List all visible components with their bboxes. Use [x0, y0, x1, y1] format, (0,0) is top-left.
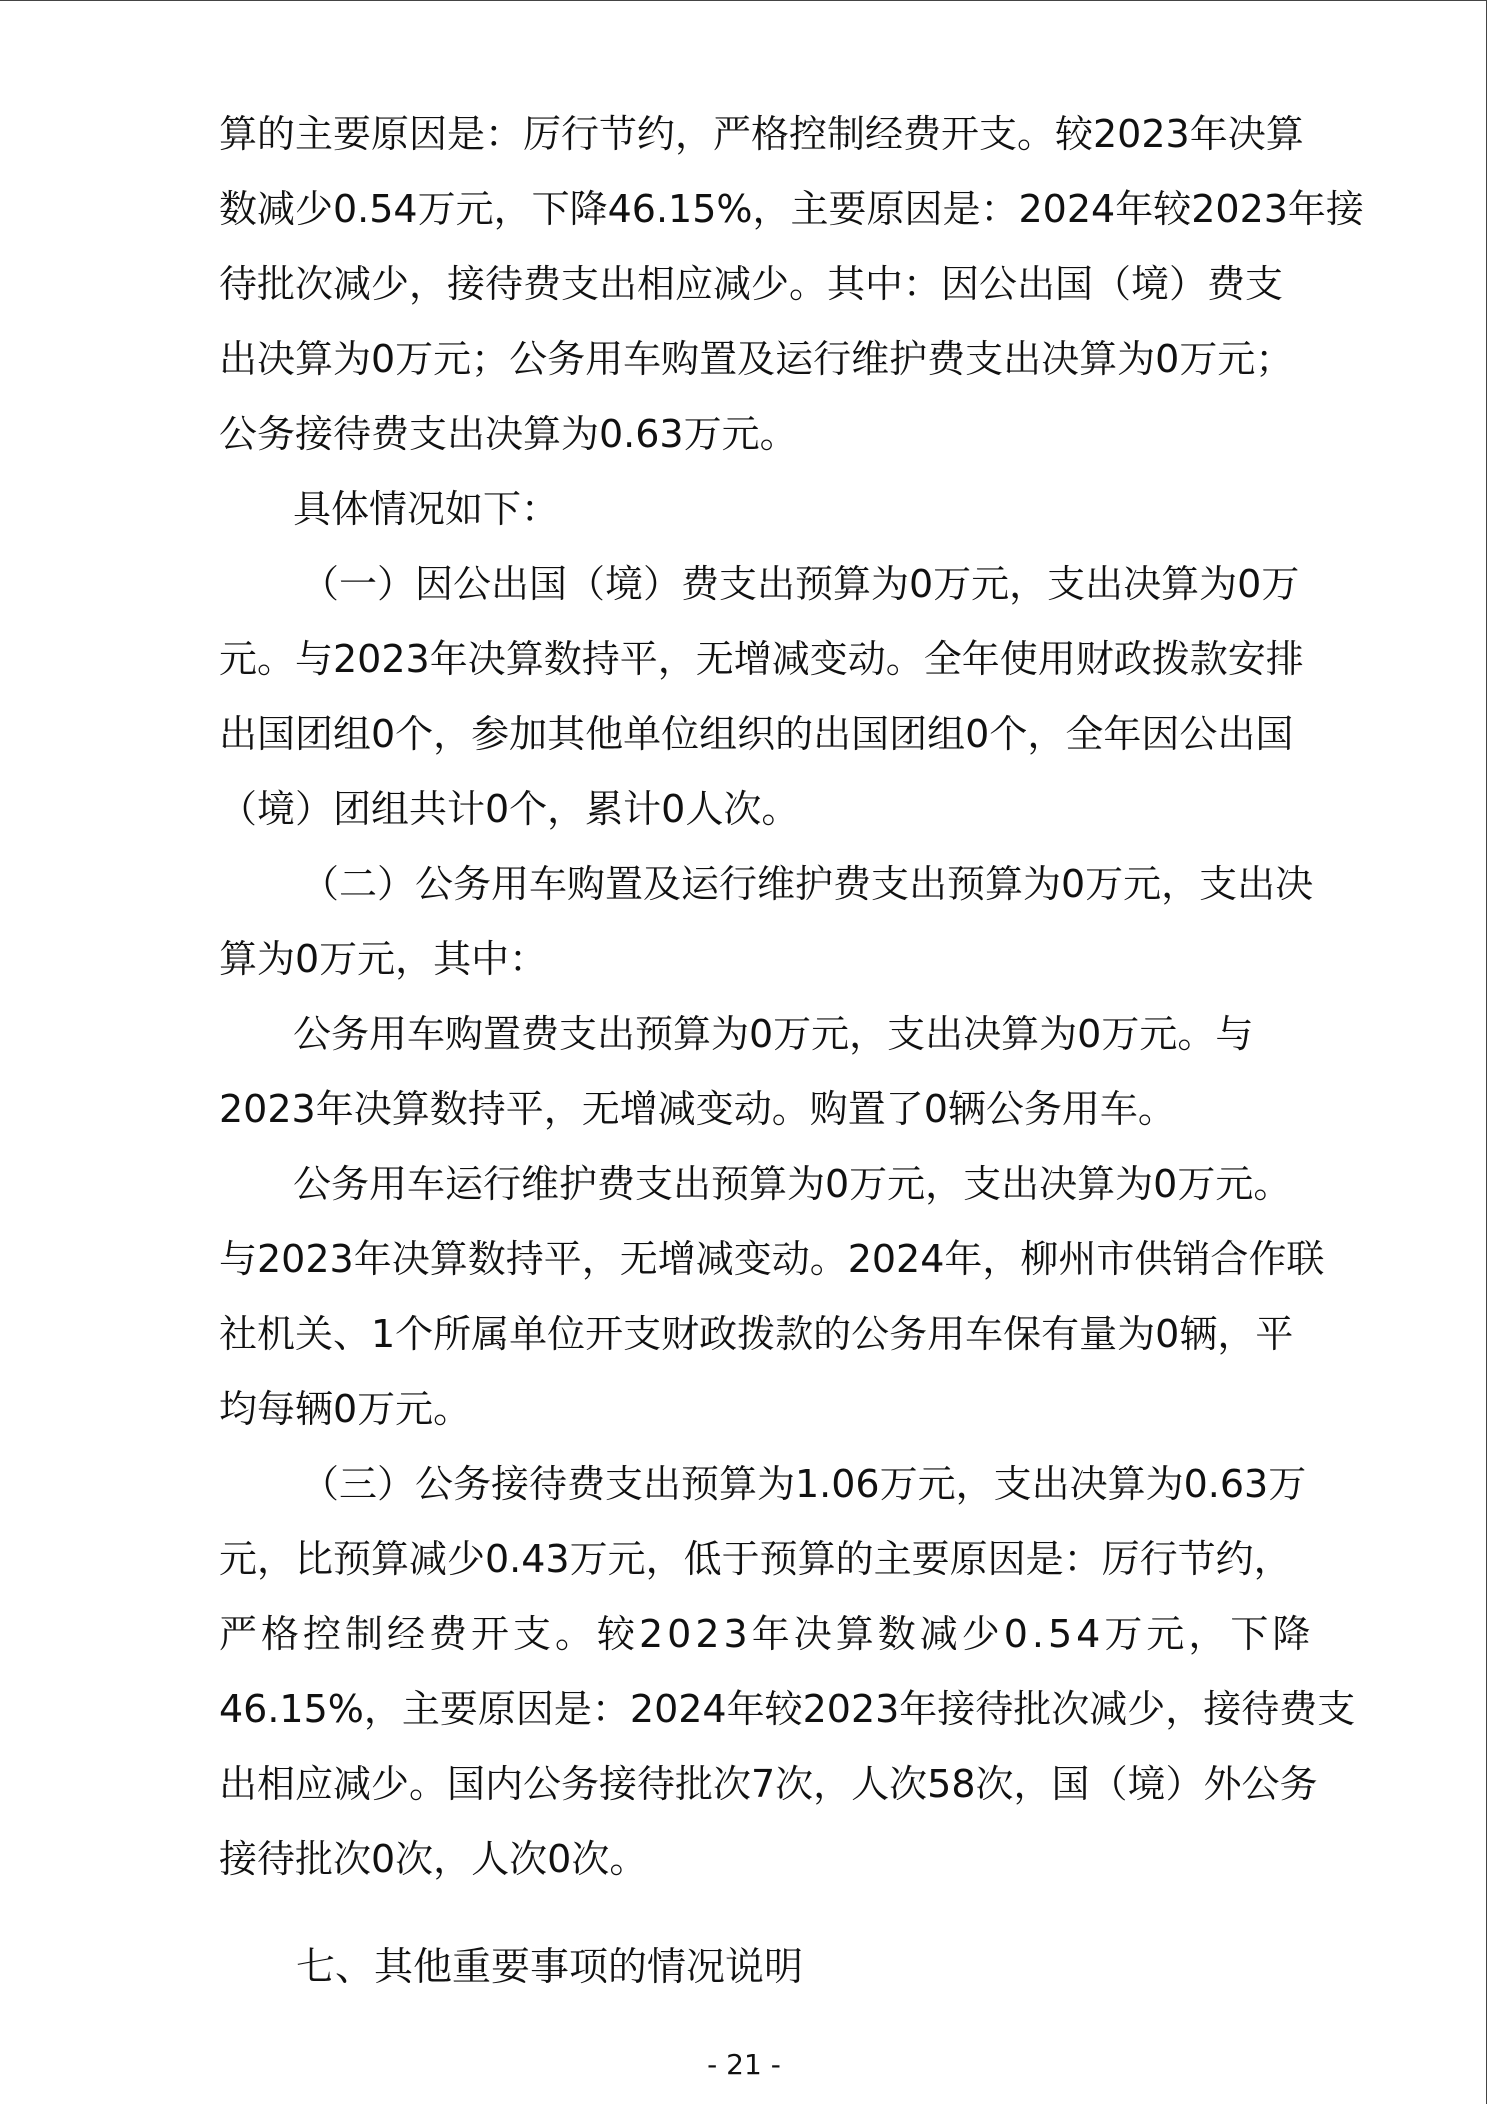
text-line: 公务用车运行维护费支出预算为0万元，支出决算为0万元。 — [293, 1162, 1292, 1206]
section-heading: 七、其他重要事项的情况说明 — [296, 1945, 804, 1990]
text-line: 待批次减少，接待费支出相应减少。其中：因公出国（境）费支 — [219, 262, 1284, 306]
text-line: 公务接待费支出决算为0.63万元。 — [219, 412, 798, 456]
text-line: （二）公务用车购置及运行维护费支出预算为0万元，支出决 — [301, 862, 1314, 906]
text-line: 算为0万元，其中： — [219, 937, 548, 981]
text-line: 元，比预算减少0.43万元，低于预算的主要原因是：厉行节约， — [219, 1537, 1292, 1581]
text-line: （一）因公出国（境）费支出预算为0万元，支出决算为0万 — [301, 562, 1300, 606]
text-line: 接待批次0次，人次0次。 — [219, 1837, 648, 1881]
text-line: 数减少0.54万元，下降46.15%，主要原因是：2024年较2023年接 — [219, 187, 1364, 231]
text-line: 均每辆0万元。 — [219, 1387, 472, 1431]
text-line: 出决算为0万元；公务用车购置及运行维护费支出决算为0万元； — [219, 337, 1294, 381]
text-line: 与2023年决算数持平，无增减变动。2024年，柳州市供销合作联 — [219, 1237, 1325, 1281]
text-line: 社机关、1个所属单位开支财政拨款的公务用车保有量为0辆，平 — [219, 1312, 1294, 1356]
text-line: 具体情况如下： — [293, 487, 560, 531]
text-line: （三）公务接待费支出预算为1.06万元，支出决算为0.63万 — [301, 1462, 1307, 1506]
text-line: 算的主要原因是：厉行节约，严格控制经费开支。较2023年决算 — [219, 112, 1304, 156]
text-line: 出国团组0个，参加其他单位组织的出国团组0个，全年因公出国 — [219, 712, 1294, 756]
text-line: 出相应减少。国内公务接待批次7次，人次58次，国（境）外公务 — [219, 1762, 1318, 1806]
text-line: 严格控制经费开支。较2023年决算数减少0.54万元，下降 — [219, 1612, 1315, 1656]
page-number: - 21 - — [707, 2048, 781, 2081]
text-line: 元。与2023年决算数持平，无增减变动。全年使用财政拨款安排 — [219, 637, 1304, 681]
body-text — [219, 97, 1364, 1897]
text-line: 46.15%，主要原因是：2024年较2023年接待批次减少，接待费支 — [219, 1687, 1356, 1731]
text-line: 2023年决算数持平，无增减变动。购置了0辆公务用车。 — [219, 1087, 1176, 1131]
text-line: 公务用车购置费支出预算为0万元，支出决算为0万元。与 — [293, 1012, 1254, 1056]
text-line: （境）团组共计0个，累计0人次。 — [219, 787, 800, 831]
